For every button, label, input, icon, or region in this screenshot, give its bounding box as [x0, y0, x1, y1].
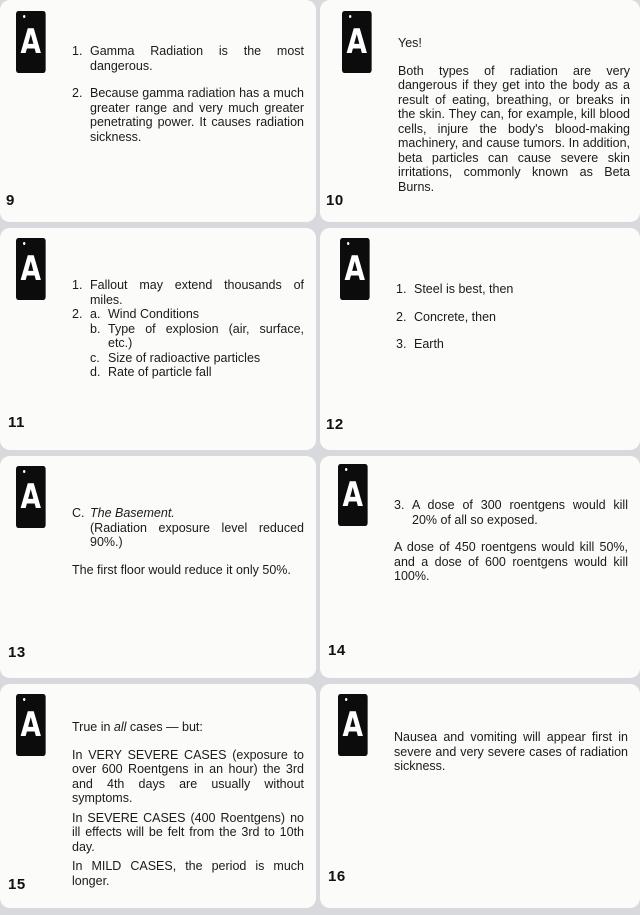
card-13-body — [72, 506, 304, 577]
card-11-item-2c: Size of radioactive particles — [108, 350, 261, 365]
card-9 — [0, 0, 316, 222]
answer-badge: A — [338, 464, 368, 526]
card-11-item-1: Fallout may extend thousands of miles. — [90, 278, 304, 307]
card-9-item-2: Because gamma radiation has a much greater range and very much greater penetrating power. It causes radiation sickness. — [90, 86, 304, 144]
card-16 — [320, 684, 640, 908]
card-number: 9 — [6, 192, 15, 209]
card-number: 15 — [8, 876, 26, 893]
card-16-paragraph: Nausea and vomiting will appear first in severe and very severe cases of radiation sickness. — [394, 730, 628, 773]
answer-badge: A — [16, 11, 46, 73]
card-number: 11 — [8, 414, 25, 431]
card-10-line-1: Yes! — [398, 36, 422, 50]
card-11-item-2b: Type of explosion (air, surface, etc.) — [108, 321, 304, 350]
card-number: 16 — [328, 868, 346, 885]
card-10-paragraph: Both types of radiation are very dangerous if they get into the body as a result of eating, breathing, or breaks in the skin. They can, for example, kill blood cells, injure the body's blood-making machinery, and cause tumors. In addition, beta particles can cause severe skin irritations, commonly known as Beta Burns. — [398, 63, 630, 194]
card-15-paragraph-3: In MILD CASES, the period is much longer. — [72, 859, 304, 888]
card-13-note: (Radiation exposure level reduced 90%.) — [90, 520, 304, 549]
card-15-line-pre: True in — [72, 720, 114, 734]
card-10-body — [398, 36, 630, 194]
card-13 — [0, 456, 316, 678]
card-number: 14 — [328, 642, 346, 659]
card-15-line-post: cases — but: — [126, 720, 203, 734]
card-11-item-2d: Rate of particle fall — [108, 365, 212, 379]
answer-badge: A — [340, 238, 370, 300]
card-15-paragraph-1: In VERY SEVERE CASES (exposure to over 600 Roentgens in an hour) the 3rd and 4th days are usually without symptoms. — [72, 747, 304, 805]
card-9-item-1: Gamma Radiation is the most dangerous. — [90, 44, 304, 73]
answer-badge: A — [342, 11, 372, 73]
card-12-item-1: Steel is best, then — [414, 282, 514, 296]
card-13-answer-label: C. — [72, 506, 85, 520]
card-12-item-2: Concrete, then — [414, 309, 496, 324]
card-13-paragraph: The first floor would reduce it only 50%. — [72, 562, 291, 577]
answer-badge: A — [338, 694, 368, 756]
card-15-paragraph-2: In SEVERE CASES (400 Roentgens) no ill effects will be felt from the 3rd to 10th day. — [72, 810, 304, 854]
card-number: 13 — [8, 644, 26, 661]
card-13-answer: The Basement. — [90, 506, 175, 520]
card-number: 12 — [326, 416, 344, 433]
card-15-line-em: all — [113, 720, 127, 734]
card-11-item-2a: Wind Conditions — [108, 307, 200, 321]
card-15 — [0, 684, 316, 908]
card-10 — [320, 0, 640, 222]
card-12 — [320, 228, 640, 450]
card-12-body: 1. Steel is best, then 2. Concrete, then 3. Earth — [396, 282, 628, 352]
card-12-item-3: Earth — [414, 337, 444, 351]
answer-badge: A — [16, 466, 46, 528]
card-14 — [320, 456, 640, 678]
card-11 — [0, 228, 316, 450]
card-14-item: A dose of 300 roentgens would kill 20% of all so exposed. — [412, 498, 628, 527]
card-9-body: 1. Gamma Radiation is the most dangerous. 2. Because gamma radiation has a much greater range and very much greater penetrating power. It causes radiation sickness. — [72, 44, 304, 144]
card-11-body: 1. Fallout may extend thousands of miles. 2. a. Wind Conditions b. Type of explosion (air, surface, etc.) c. Size of radioactive particles d. Rate of particle fall — [72, 278, 304, 379]
card-15-body — [72, 720, 304, 888]
answer-badge: A — [16, 238, 46, 300]
card-14-body: 3. A dose of 300 roentgens would kill 20% of all so exposed. A dose of 450 roentgens would kill 50%, and a dose of 600 roentgens would kill 100%. — [394, 498, 628, 583]
card-number: 10 — [326, 192, 344, 209]
card-14-paragraph: A dose of 450 roentgens would kill 50%, and a dose of 600 roentgens would kill 100%. — [394, 540, 628, 583]
card-16-body — [394, 730, 628, 774]
answer-badge: A — [16, 694, 46, 756]
